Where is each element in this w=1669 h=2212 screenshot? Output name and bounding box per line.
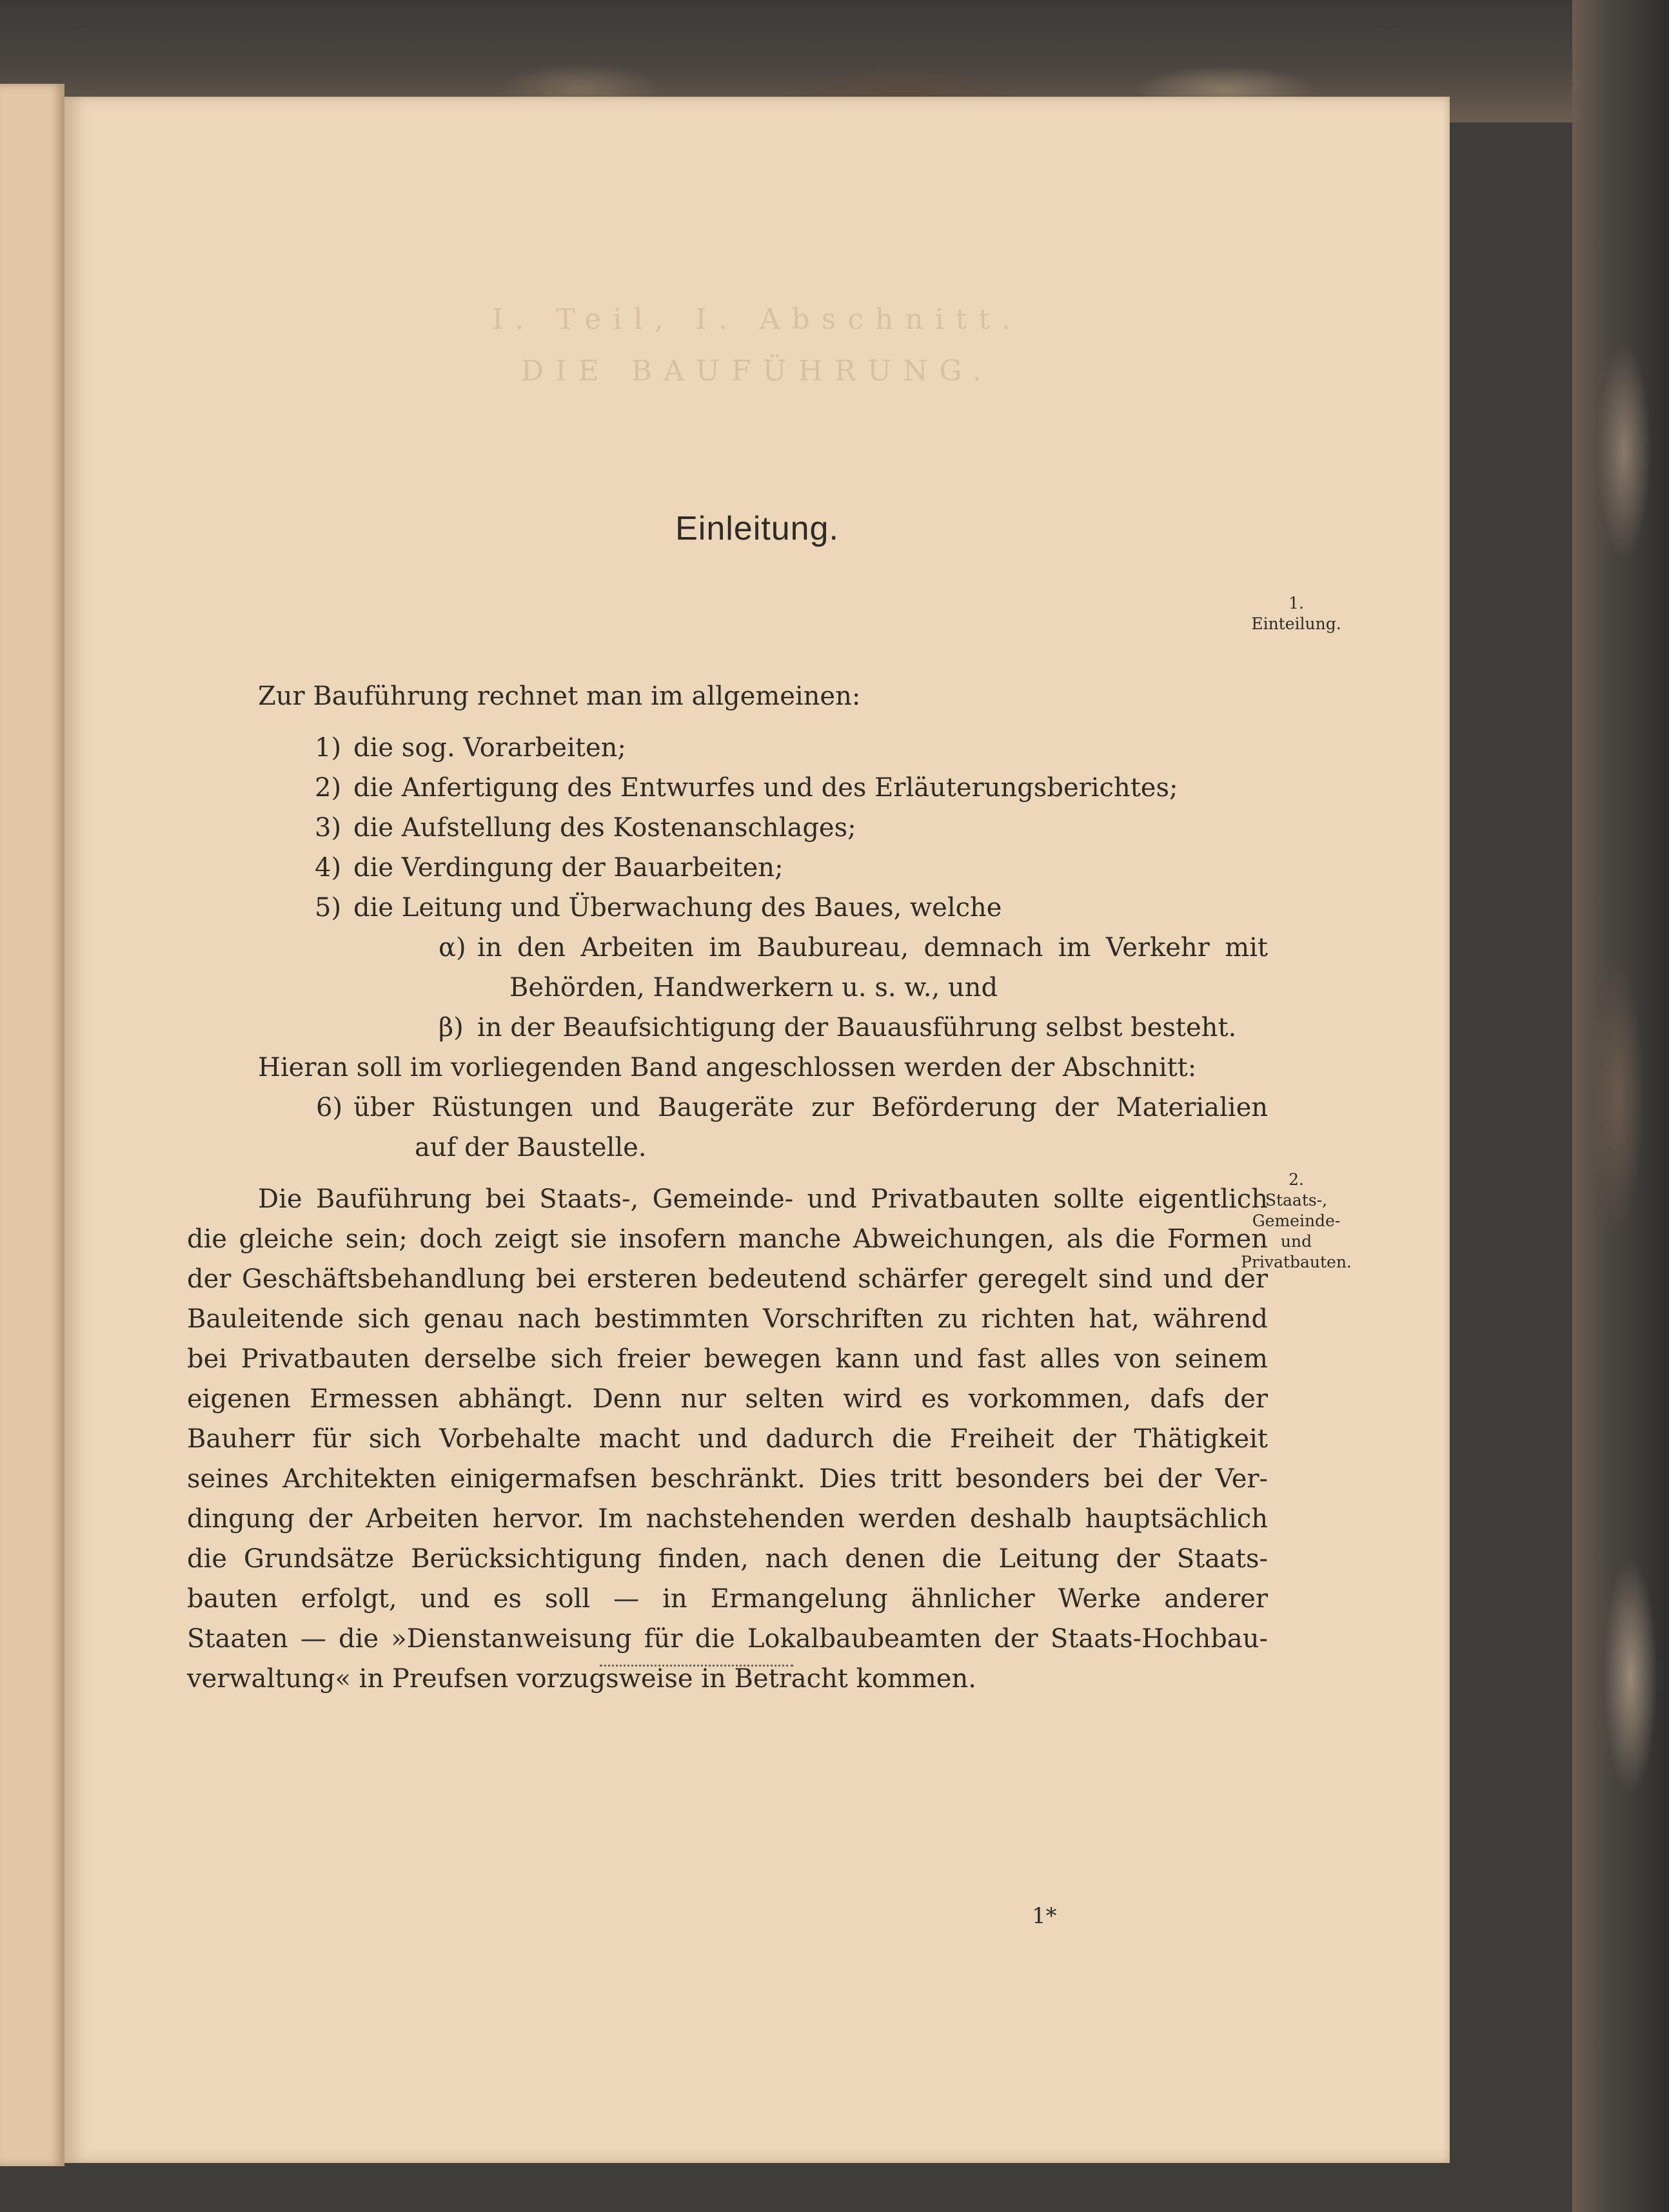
facing-page-edge: [0, 84, 64, 2166]
ornamental-rule: [600, 1662, 793, 1667]
paragraph-line-2: die gleiche sein; doch zeigt sie insofern manche Abweichungen, als die Formen: [187, 1224, 1268, 1254]
list-number-4: 4): [315, 853, 342, 883]
margin-note-1-label: Einteilung.: [1251, 614, 1341, 633]
list-item-4: die Verdingung der Bauarbeiten;: [353, 853, 784, 883]
paragraph-line-13: verwaltung« in Preufsen vorzugsweise in Betracht kommen.: [187, 1664, 976, 1694]
margin-note-2-line-2: Gemeinde-: [1252, 1211, 1341, 1230]
sublist-alpha-line-1: in den Arbeiten im Baubureau, demnach im Verkehr mit: [477, 933, 1268, 963]
list-item-5: die Leitung und Überwachung des Baues, welche: [353, 893, 1002, 923]
list-number-5: 5): [315, 893, 342, 923]
list-number-6: 6): [316, 1093, 343, 1122]
list-item-2: die Anfertigung des Entwurfes und des Erläuterungsberichtes;: [353, 773, 1178, 803]
sublist-alpha-line-2: Behörden, Handwerkern u. s. w., und: [509, 973, 998, 1003]
margin-note-2: [1225, 1170, 1367, 1273]
paragraph-line-9: dingung der Arbeiten hervor. Im nachstehenden werden deshalb hauptsächlich: [187, 1504, 1268, 1534]
margin-note-1-number: 1.: [1289, 594, 1304, 612]
intro-line: Zur Bauführung rechnet man im allgemeinen:: [258, 681, 861, 711]
section-heading: Einleitung.: [675, 510, 839, 547]
book-page: [64, 97, 1450, 2163]
margin-note-2-line-4: Privatbauten.: [1241, 1253, 1352, 1271]
list-item-6-line-2: auf der Baustelle.: [415, 1133, 647, 1162]
list-item-1: die sog. Vorarbeiten;: [353, 733, 626, 763]
margin-note-2-line-1: Staats-,: [1265, 1191, 1328, 1209]
page-number: 1*: [1032, 1903, 1057, 1929]
paragraph-line-4: Bauleitende sich genau nach bestimmten Vorschriften zu richten hat, während: [187, 1304, 1268, 1334]
paragraph-line-1: Die Bauführung bei Staats-, Gemeinde- und Privatbauten sollte eigentlich: [258, 1184, 1268, 1214]
sublist-beta-line-1: in der Beaufsichtigung der Bauausführung selbst besteht.: [477, 1013, 1237, 1042]
margin-note-2-line-3: und: [1280, 1232, 1312, 1251]
list-number-2: 2): [315, 773, 342, 803]
list-number-1: 1): [315, 733, 342, 763]
show-through-line-2: DIE BAUFÜHRUNG.: [520, 355, 994, 387]
sublist-number-alpha: α): [439, 933, 466, 963]
margin-note-1: [1225, 593, 1367, 634]
paragraph-line-3: der Geschäftsbehandlung bei ersteren bedeutend schärfer geregelt sind und der: [187, 1264, 1268, 1294]
show-through-line-1: I. Teil, I. Abschnitt.: [491, 303, 1023, 336]
paragraph-line-10: die Grundsätze Berücksichtigung finden, nach denen die Leitung der Staats-: [187, 1544, 1268, 1574]
paragraph-line-5: bei Privatbauten derselbe sich freier bewegen kann und fast alles von seinem: [187, 1344, 1268, 1374]
paragraph-line-8: seines Architekten einigermafsen beschränkt. Dies tritt besonders bei der Ver-: [187, 1464, 1268, 1494]
paragraph-line-6: eigenen Ermessen abhängt. Denn nur selten wird es vorkommen, dafs der: [187, 1384, 1268, 1414]
addition-intro: Hieran soll im vorliegenden Band angeschlossen werden der Abschnitt:: [258, 1053, 1197, 1082]
list-item-6-line-1: über Rüstungen und Baugeräte zur Beförderung der Materialien: [353, 1093, 1268, 1122]
paragraph-line-7: Bauherr für sich Vorbehalte macht und dadurch die Freiheit der Thätigkeit: [187, 1424, 1268, 1454]
paragraph-line-12: Staaten — die »Dienstanweisung für die Lokalbaubeamten der Staats-Hochbau-: [187, 1624, 1268, 1654]
book-cover-right: [1572, 0, 1669, 2212]
paragraph-line-11: bauten erfolgt, und es soll — in Ermangelung ähnlicher Werke anderer: [187, 1584, 1268, 1614]
list-item-3: die Aufstellung des Kostenanschlages;: [353, 813, 856, 843]
list-number-3: 3): [315, 813, 342, 843]
margin-note-2-number: 2.: [1289, 1170, 1304, 1189]
sublist-number-beta: β): [439, 1013, 464, 1042]
